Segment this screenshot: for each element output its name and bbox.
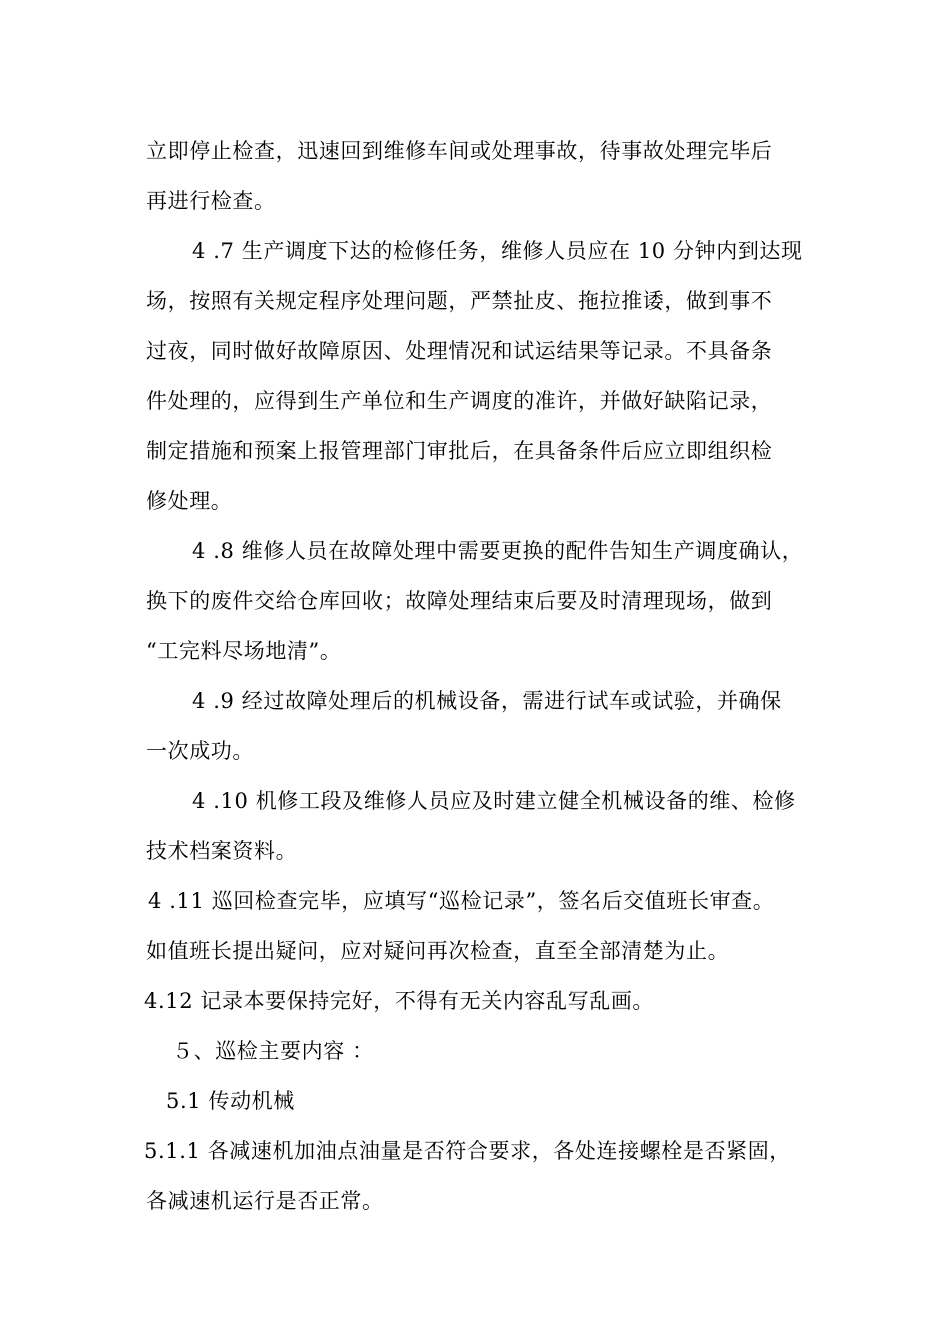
paragraph-line: 制定措施和预案上报管理部门审批后，在具备条件后应立即组织检 xyxy=(146,439,773,463)
paragraph-line: 修处理。 xyxy=(146,489,233,513)
paragraph-line: 一次成功。 xyxy=(146,739,254,763)
paragraph-line: 过夜，同时做好故障原因、处理情况和试运结果等记录。不具备条 xyxy=(146,339,773,363)
clause-4-9-line: 4 .9 经过故障处理后的机械设备，需进行试车或试验，并确保 xyxy=(192,689,782,713)
clause-5-1-1-line: 5.1.1 各减速机加油点油量是否符合要求，各处连接螺栓是否紧固， xyxy=(144,1139,791,1163)
clause-4-7-line: 4 .7 生产调度下达的检修任务，维修人员应在 10 分钟内到达现 xyxy=(192,239,803,263)
paragraph-line: “工完料尽场地清”。 xyxy=(146,639,342,663)
clause-4-11-line: 4 .11 巡回检查完毕，应填写“巡检记录”，签名后交值班长审查。 xyxy=(148,889,775,913)
paragraph-line: 技术档案资料。 xyxy=(146,839,298,863)
paragraph-line: 各减速机运行是否正常。 xyxy=(146,1189,384,1213)
paragraph-line: 立即停止检查，迅速回到维修车间或处理事故，待事故处理完毕后 xyxy=(146,139,773,163)
clause-4-8-line: 4 .8 维修人员在故障处理中需要更换的配件告知生产调度确认， xyxy=(192,539,804,563)
paragraph-line: 再进行检查。 xyxy=(146,189,276,213)
paragraph-line: 件处理的，应得到生产单位和生产调度的准许，并做好缺陷记录， xyxy=(146,389,773,413)
section-5-heading: ５、巡检主要内容 ： xyxy=(172,1039,374,1063)
clause-4-12-line: 4.12 记录本要保持完好，不得有无关内容乱写乱画。 xyxy=(144,989,655,1013)
paragraph-line: 场，按照有关规定程序处理问题，严禁扯皮、拖拉推诿，做到事不 xyxy=(146,289,773,313)
clause-4-10-line: 4 .10 机修工段及维修人员应及时建立健全机械设备的维、检修 xyxy=(192,789,796,813)
paragraph-line: 如值班长提出疑问，应对疑问再次检查，直至全部清楚为止。 xyxy=(146,939,730,963)
paragraph-line: 换下的废件交给仓库回收；故障处理结束后要及时清理现场，做到 xyxy=(146,589,773,613)
section-5-1-heading: 5.1 传动机械 xyxy=(166,1089,295,1113)
